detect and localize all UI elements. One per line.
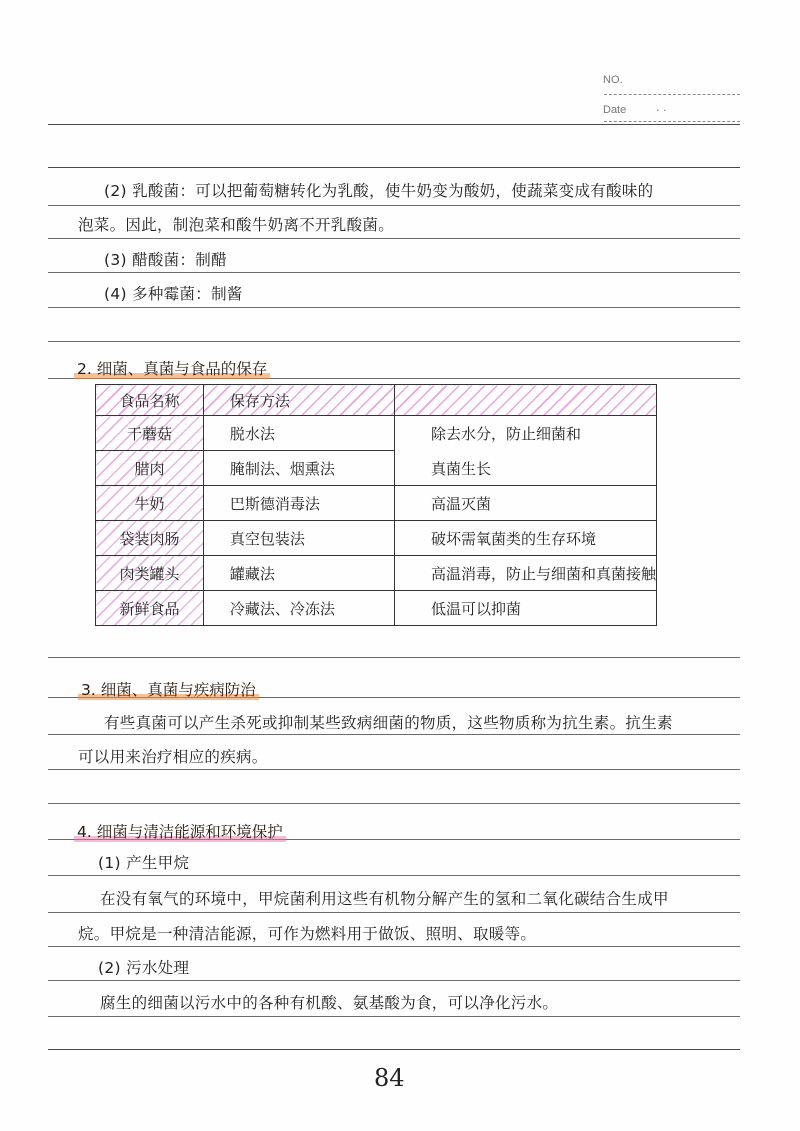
table-row: [96, 416, 657, 451]
date-separator-dots: · ·: [656, 104, 667, 117]
method-cell: 真空包装法: [203, 521, 394, 556]
lactobacillus-line-1: (2) 乳酸菌：可以把葡萄糖转化为乳酸，使牛奶变为酸奶，使蔬菜变成有酸味的: [104, 182, 654, 200]
ruled-line: [48, 124, 740, 125]
ruled-line: [48, 272, 740, 273]
mold-item: (4) 多种霉菌：制酱: [104, 285, 243, 303]
method-cell: 脱水法: [203, 416, 394, 451]
reason-cell: 真菌生长: [394, 451, 656, 486]
ruled-line: [48, 1016, 740, 1017]
method-cell: 腌制法、烟熏法: [203, 451, 394, 486]
reason-cell: 除去水分，防止细菌和: [394, 416, 656, 451]
food-cell: 新鲜食品: [96, 591, 204, 626]
antibiotic-line-1: 有些真菌可以产生杀死或抑制某些致病细菌的物质，这些物质称为抗生素。抗生素: [104, 714, 673, 732]
food-preservation-table: [95, 384, 657, 626]
date-field-line: [604, 121, 740, 122]
ruled-line: [48, 875, 740, 876]
ruled-line: [48, 307, 740, 308]
page-number: 84: [374, 1064, 405, 1092]
reason-cell: 破坏需氧菌类的生存环境: [394, 521, 656, 556]
reason-cell: 高温消毒，防止与细菌和真菌接触: [394, 556, 656, 591]
reason-cell: 低温可以抑菌: [394, 591, 656, 626]
table-header-row: [96, 385, 657, 416]
section-3-heading: 3. 细菌、真菌与疾病防治: [78, 678, 259, 700]
section-2-heading: 2. 细菌、真菌与食品的保存: [74, 357, 270, 379]
date-label: Date: [603, 104, 627, 116]
sewage-subheading: (2) 污水处理: [98, 959, 190, 977]
ruled-line: [48, 1049, 740, 1050]
table-row: [96, 451, 657, 486]
antibiotic-line-2: 可以用来治疗相应的疾病。: [78, 748, 268, 766]
ruled-line: [48, 769, 740, 770]
header-food-name: 食品名称: [96, 385, 204, 416]
table-row: [96, 591, 657, 626]
food-cell: 干蘑菇: [96, 416, 204, 451]
ruled-line: [48, 167, 740, 168]
section-4-heading: 4. 细菌与清洁能源和环境保护: [74, 820, 286, 842]
food-cell: 肉类罐头: [96, 556, 204, 591]
table-row: [96, 486, 657, 521]
ruled-line: [48, 657, 740, 658]
method-cell: 罐藏法: [203, 556, 394, 591]
ruled-line: [48, 734, 740, 735]
ruled-line: [48, 946, 740, 947]
ruled-line: [48, 205, 740, 206]
no-field-line: [604, 94, 740, 95]
ruled-line: [48, 980, 740, 981]
method-cell: 冷藏法、冷冻法: [203, 591, 394, 626]
lactobacillus-line-2: 泡菜。因此，制泡菜和酸牛奶离不开乳酸菌。: [78, 216, 395, 234]
food-cell: 牛奶: [96, 486, 204, 521]
acetobacter-item: (3) 醋酸菌：制醋: [104, 251, 227, 269]
table-row: [96, 556, 657, 591]
food-cell: 袋装肉肠: [96, 521, 204, 556]
header-method: 保存方法: [203, 385, 394, 416]
method-cell: 巴斯德消毒法: [203, 486, 394, 521]
no-label: NO.: [603, 74, 623, 86]
methane-line-1: 在没有氧气的环境中，甲烷菌利用这些有机物分解产生的氢和二氧化碳结合生成甲: [100, 890, 669, 908]
methane-line-2: 烷。甲烷是一种清洁能源，可作为燃料用于做饭、照明、取暖等。: [78, 925, 537, 943]
food-cell: 腊肉: [96, 451, 204, 486]
ruled-line: [48, 341, 740, 342]
methane-subheading: (1) 产生甲烷: [98, 854, 190, 872]
ruled-line: [48, 912, 740, 913]
ruled-line: [48, 803, 740, 804]
reason-cell: 高温灭菌: [394, 486, 656, 521]
table-row: [96, 521, 657, 556]
ruled-line: [48, 238, 740, 239]
sewage-line-1: 腐生的细菌以污水中的各种有机酸、氨基酸为食，可以净化污水。: [100, 994, 559, 1012]
header-reason: [394, 385, 656, 416]
